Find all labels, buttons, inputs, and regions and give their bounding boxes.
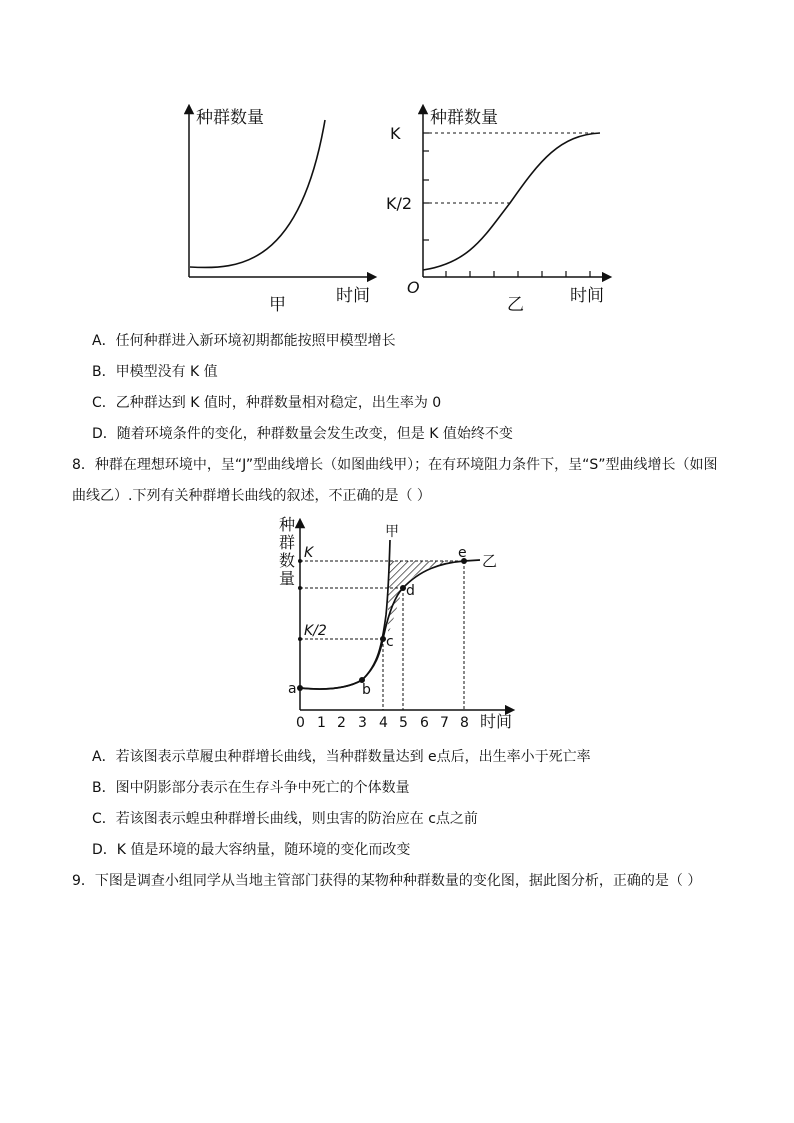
y-label-char-1: 种	[279, 515, 296, 534]
k-label: K	[304, 545, 314, 561]
caption-yi: 乙	[507, 295, 524, 315]
q7-option-d: D．随着环境条件的变化，种群数量会发生改变，但是 K 值始终不变	[92, 426, 513, 442]
caption-jia: 甲	[269, 295, 286, 315]
x-axis-label: 时间	[336, 286, 370, 306]
label-c: c	[386, 634, 394, 650]
label-d: d	[406, 583, 415, 599]
tick-1: 1	[317, 715, 326, 731]
curve-yi-label: 乙	[482, 552, 498, 570]
s-curve	[423, 133, 600, 270]
label-a: a	[288, 681, 297, 697]
j-curve	[190, 120, 325, 268]
tick-5: 5	[399, 715, 408, 731]
chart-jia	[189, 108, 372, 315]
k-dot	[298, 559, 302, 563]
origin-label: O	[407, 278, 420, 297]
q8-stem-line1: 8．种群在理想环境中，呈“J”型曲线增长（如图曲线甲）；在有环境阻力条件下，呈“S”型曲线增长（如图	[72, 457, 718, 473]
k-half-label: K/2	[386, 194, 413, 213]
shaded-area	[388, 561, 464, 635]
q8-option-a: A．若该图表示草履虫种群增长曲线，当种群数量达到 e点后，出生率小于死亡率	[92, 749, 591, 765]
x-axis-label: 时间	[570, 286, 604, 306]
j-curve	[300, 540, 390, 689]
q7-option-b: B．甲模型没有 K 值	[92, 364, 218, 380]
y-axis-label: 种群数量	[196, 108, 264, 128]
figure-q8	[270, 515, 530, 735]
q8-option-d: D．K 值是环境的最大容纳量，随环境的变化而改变	[92, 842, 411, 858]
q7-option-a: A．任何种群进入新环境初期都能按照甲模型增长	[92, 333, 396, 349]
y-label-char-3: 数	[279, 551, 296, 570]
figure-jia-yi	[150, 95, 630, 320]
q8-option-b: B．图中阴影部分表示在生存斗争中死亡的个体数量	[92, 780, 410, 796]
tick-2: 2	[337, 715, 346, 731]
tick-7: 7	[440, 715, 449, 731]
q8-option-c: C．若该图表示蝗虫种群增长曲线，则虫害的防治应在 c点之前	[92, 811, 478, 827]
chart-yi	[386, 108, 607, 315]
y-label-char-4: 量	[279, 569, 296, 588]
y-axis-label: 种群数量	[430, 108, 498, 128]
k-half-label: K/2	[304, 623, 327, 639]
label-e: e	[458, 545, 467, 561]
q8-stem-line2: 曲线乙）.下列有关种群增长曲线的叙述，不正确的是（ ）	[72, 488, 431, 504]
y-label-char-2: 群	[279, 533, 296, 552]
tick-3: 3	[358, 715, 367, 731]
point-a	[297, 685, 303, 691]
x-axis-label: 时间	[480, 712, 513, 731]
q9-stem: 9．下图是调查小组同学从当地主管部门获得的某物种种群数量的变化图，据此图分析，正确的是（ ）	[72, 873, 702, 889]
curve-jia-label: 甲	[385, 524, 399, 540]
label-b: b	[362, 682, 371, 698]
khalf-dot	[298, 637, 302, 641]
q7-option-c: C．乙种群达到 K 值时，种群数量相对稳定，出生率为 0	[92, 395, 442, 411]
tick-8: 8	[460, 715, 469, 731]
tick-6: 6	[420, 715, 429, 731]
tick-4: 4	[379, 715, 388, 731]
k-label: K	[390, 124, 401, 143]
tick-0: 0	[296, 715, 305, 731]
d-level-dot	[298, 586, 302, 590]
